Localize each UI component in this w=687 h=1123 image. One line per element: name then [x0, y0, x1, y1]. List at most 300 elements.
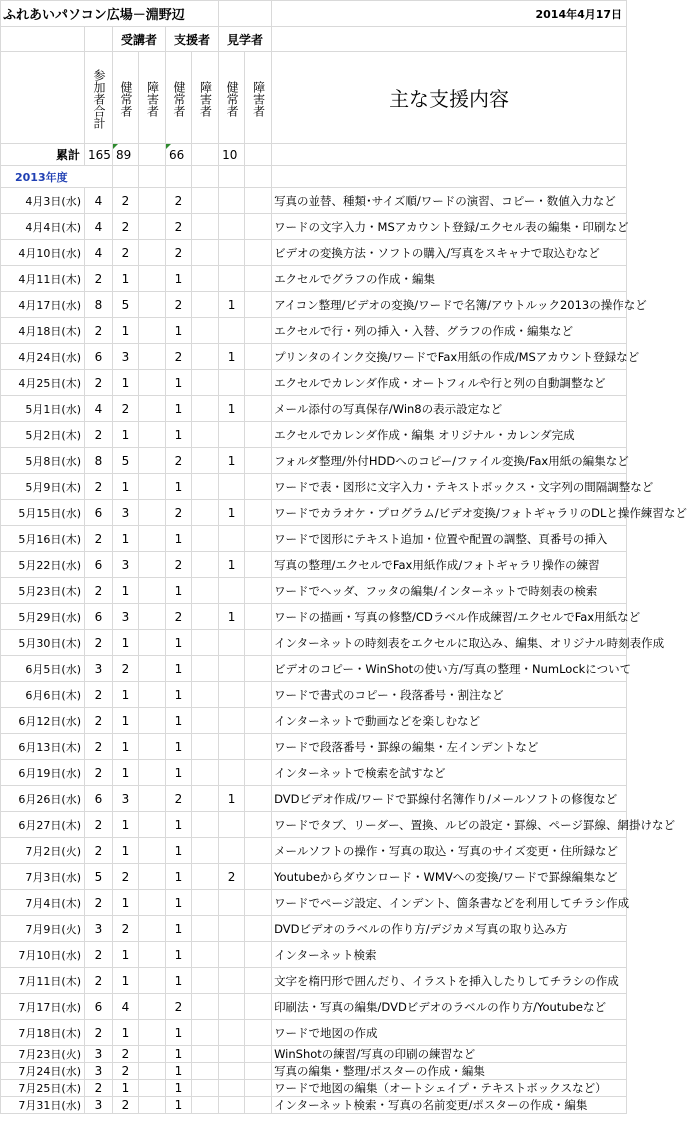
session-date: 4月4日(木) — [1, 214, 85, 240]
students-healthy: 1 — [113, 734, 139, 760]
observers-healthy — [219, 708, 245, 734]
participants-total: 2 — [85, 890, 113, 916]
table-row — [1, 370, 627, 396]
students-disabled — [139, 1080, 166, 1097]
support-healthy: 1 — [166, 422, 192, 448]
support-disabled — [192, 344, 219, 370]
support-disabled — [192, 318, 219, 344]
content-header: 主な支援内容 — [272, 52, 627, 144]
participants-total: 6 — [85, 552, 113, 578]
support-healthy: 2 — [166, 448, 192, 474]
students-disabled — [139, 1020, 166, 1046]
session-date: 5月23日(木) — [1, 578, 85, 604]
students-healthy: 1 — [113, 942, 139, 968]
participants-total: 2 — [85, 266, 113, 292]
group-observers-header: 見学者 — [219, 27, 272, 52]
students-disabled — [139, 1046, 166, 1063]
students-healthy: 2 — [113, 240, 139, 266]
observers-healthy — [219, 1097, 245, 1114]
observers-disabled — [245, 734, 272, 760]
table-row — [1, 188, 627, 214]
observers-healthy — [219, 1063, 245, 1080]
students-healthy: 1 — [113, 812, 139, 838]
observers-disabled — [245, 1063, 272, 1080]
support-healthy: 1 — [166, 396, 192, 422]
participants-total: 2 — [85, 734, 113, 760]
blank-cell — [272, 166, 627, 188]
session-date: 7月11日(木) — [1, 968, 85, 994]
support-healthy: 1 — [166, 656, 192, 682]
session-date: 5月15日(水) — [1, 500, 85, 526]
table-row — [1, 942, 627, 968]
support-disabled — [192, 760, 219, 786]
students-disabled — [139, 292, 166, 318]
students-healthy: 1 — [113, 708, 139, 734]
session-date: 5月16日(木) — [1, 526, 85, 552]
support-content: 写真の整理/エクセルでFax用紙作成/フォトギャラリ操作の練習 — [272, 552, 627, 578]
support-disabled — [192, 942, 219, 968]
students-healthy: 2 — [113, 656, 139, 682]
support-content: 写真の並替、種類･サイズ順/ワードの演習、コピー・数値入力など — [272, 188, 627, 214]
support-content: ワードでカラオケ・プログラム/ビデオ変換/フォトギャラリのDLと操作練習など — [272, 500, 627, 526]
support-healthy: 1 — [166, 838, 192, 864]
support-healthy: 1 — [166, 916, 192, 942]
support-disabled — [192, 786, 219, 812]
support-healthy: 2 — [166, 552, 192, 578]
support-disabled — [192, 370, 219, 396]
support-disabled — [192, 864, 219, 890]
participants-total: 2 — [85, 474, 113, 500]
support-healthy: 1 — [166, 968, 192, 994]
observers-healthy — [219, 734, 245, 760]
support-content: 印刷法・写真の編集/DVDビデオのラベルの作り方/Youtubeなど — [272, 994, 627, 1020]
support-healthy: 1 — [166, 630, 192, 656]
blank-cell — [272, 144, 627, 166]
observers-disabled — [245, 292, 272, 318]
support-content: ワードの描画・写真の修整/CDラベル作成練習/エクセルでFax用紙など — [272, 604, 627, 630]
support-disabled — [192, 1020, 219, 1046]
support-disabled — [192, 1080, 219, 1097]
sheet-title: ふれあいパソコン広場－淵野辺 — [1, 1, 219, 27]
support-content: ワードで図形にテキスト追加・位置や配置の調整、頁番号の挿入 — [272, 526, 627, 552]
students-healthy: 1 — [113, 526, 139, 552]
participants-total: 8 — [85, 448, 113, 474]
students-healthy: 5 — [113, 448, 139, 474]
students-healthy: 1 — [113, 1080, 139, 1097]
participants-total: 2 — [85, 838, 113, 864]
students-healthy: 3 — [113, 552, 139, 578]
observers-healthy: 1 — [219, 292, 245, 318]
support-content: ワードで段落番号・罫線の編集・左インデントなど — [272, 734, 627, 760]
participants-total: 2 — [85, 370, 113, 396]
support-healthy: 1 — [166, 682, 192, 708]
students-disabled — [139, 448, 166, 474]
participants-total: 3 — [85, 656, 113, 682]
support-content: ワードでタブ、リーダー、置換、ルビの設定・罫線、ページ罫線、網掛けなど — [272, 812, 627, 838]
observers-disabled — [245, 1080, 272, 1097]
observers-healthy: 1 — [219, 552, 245, 578]
students-disabled-header: 障害者 — [139, 52, 166, 144]
participants-total: 6 — [85, 344, 113, 370]
observers-healthy — [219, 266, 245, 292]
table-row — [1, 994, 627, 1020]
table-row — [1, 708, 627, 734]
observers-disabled — [245, 760, 272, 786]
observers-healthy: 1 — [219, 500, 245, 526]
participants-total: 6 — [85, 500, 113, 526]
students-disabled — [139, 864, 166, 890]
students-disabled — [139, 786, 166, 812]
participants-total: 8 — [85, 292, 113, 318]
students-healthy: 1 — [113, 370, 139, 396]
session-date: 4月11日(木) — [1, 266, 85, 292]
observers-healthy — [219, 422, 245, 448]
session-date: 5月30日(木) — [1, 630, 85, 656]
table-row — [1, 630, 627, 656]
blank-cell — [192, 166, 219, 188]
support-content: フォルダ整理/外付HDDへのコピー/ファイル変換/Fax用紙の編集など — [272, 448, 627, 474]
students-healthy: 1 — [113, 760, 139, 786]
support-disabled — [192, 994, 219, 1020]
students-healthy: 3 — [113, 604, 139, 630]
support-healthy: 1 — [166, 526, 192, 552]
students-healthy: 2 — [113, 214, 139, 240]
support-disabled — [192, 890, 219, 916]
support-content: ワードの文字入力・MSアカウント登録/エクセル表の編集・印刷など — [272, 214, 627, 240]
students-healthy: 1 — [113, 630, 139, 656]
support-healthy-header: 健常者 — [166, 52, 192, 144]
observers-healthy: 1 — [219, 396, 245, 422]
session-date: 7月2日(火) — [1, 838, 85, 864]
support-healthy: 1 — [166, 474, 192, 500]
students-disabled — [139, 552, 166, 578]
session-date: 5月9日(木) — [1, 474, 85, 500]
observers-healthy — [219, 1020, 245, 1046]
table-row — [1, 916, 627, 942]
observers-disabled — [245, 318, 272, 344]
students-healthy: 1 — [113, 838, 139, 864]
students-disabled — [139, 422, 166, 448]
observers-disabled — [245, 682, 272, 708]
support-disabled — [192, 422, 219, 448]
participants-total: 4 — [85, 240, 113, 266]
table-row — [1, 474, 627, 500]
students-healthy: 3 — [113, 500, 139, 526]
students-healthy: 4 — [113, 994, 139, 1020]
support-healthy: 2 — [166, 292, 192, 318]
students-disabled — [139, 318, 166, 344]
support-content: ワードで書式のコピー・段落番号・割注など — [272, 682, 627, 708]
observers-healthy — [219, 994, 245, 1020]
students-disabled — [139, 1063, 166, 1080]
group-support-header: 支援者 — [166, 27, 219, 52]
session-date: 7月9日(火) — [1, 916, 85, 942]
students-disabled — [139, 812, 166, 838]
observers-disabled — [245, 708, 272, 734]
observers-healthy — [219, 968, 245, 994]
participants-total: 3 — [85, 916, 113, 942]
support-healthy: 1 — [166, 1097, 192, 1114]
table-row — [1, 890, 627, 916]
observers-healthy — [219, 240, 245, 266]
table-row — [1, 266, 627, 292]
support-disabled — [192, 630, 219, 656]
support-disabled — [192, 1046, 219, 1063]
session-date: 4月25日(木) — [1, 370, 85, 396]
students-disabled — [139, 942, 166, 968]
table-row — [1, 786, 627, 812]
session-date: 5月2日(木) — [1, 422, 85, 448]
summary-total: 165 — [85, 144, 113, 166]
observers-healthy — [219, 760, 245, 786]
observers-healthy-header: 健常者 — [219, 52, 245, 144]
session-date: 7月10日(水) — [1, 942, 85, 968]
students-healthy: 2 — [113, 188, 139, 214]
blank-cell — [113, 166, 139, 188]
support-content: メールソフトの操作・写真の取込・写真のサイズ変更・住所録など — [272, 838, 627, 864]
support-disabled — [192, 240, 219, 266]
observers-disabled — [245, 214, 272, 240]
blank-cell — [139, 166, 166, 188]
observers-healthy — [219, 1046, 245, 1063]
students-disabled — [139, 656, 166, 682]
session-date: 7月25日(木) — [1, 1080, 85, 1097]
students-disabled — [139, 240, 166, 266]
support-disabled — [192, 968, 219, 994]
support-content: ビデオの変換方法・ソフトの購入/写真をスキャナで取込むなど — [272, 240, 627, 266]
students-healthy: 1 — [113, 682, 139, 708]
table-row — [1, 838, 627, 864]
session-date: 6月5日(水) — [1, 656, 85, 682]
support-healthy: 1 — [166, 708, 192, 734]
blank-cell — [1, 52, 85, 144]
support-content: アイコン整理/ビデオの変換/ワードで名簿/アウトルック2013の操作など — [272, 292, 627, 318]
table-row — [1, 1063, 627, 1080]
observers-disabled — [245, 344, 272, 370]
blank-cell — [245, 166, 272, 188]
observers-healthy — [219, 578, 245, 604]
observers-disabled — [245, 578, 272, 604]
students-disabled — [139, 396, 166, 422]
support-content: エクセルで行・列の挿入・入替、グラフの作成・編集など — [272, 318, 627, 344]
observers-healthy: 2 — [219, 864, 245, 890]
session-date: 7月3日(水) — [1, 864, 85, 890]
support-disabled — [192, 552, 219, 578]
support-healthy: 1 — [166, 812, 192, 838]
support-content: DVDビデオのラベルの作り方/デジカメ写真の取り込み方 — [272, 916, 627, 942]
session-date: 4月17日(水) — [1, 292, 85, 318]
students-healthy: 1 — [113, 578, 139, 604]
summary-observers-disabled — [245, 144, 272, 166]
table-row — [1, 292, 627, 318]
observers-healthy — [219, 682, 245, 708]
table-row — [1, 656, 627, 682]
observers-disabled — [245, 630, 272, 656]
observers-disabled-header: 障害者 — [245, 52, 272, 144]
students-disabled — [139, 526, 166, 552]
observers-disabled — [245, 604, 272, 630]
support-healthy: 1 — [166, 890, 192, 916]
support-healthy: 2 — [166, 604, 192, 630]
support-content: ワードで地図の作成 — [272, 1020, 627, 1046]
table-row — [1, 500, 627, 526]
blank-cell — [272, 27, 627, 52]
support-content: インターネットで検索を試すなど — [272, 760, 627, 786]
participants-total: 2 — [85, 708, 113, 734]
support-healthy: 1 — [166, 1020, 192, 1046]
session-date: 6月26日(水) — [1, 786, 85, 812]
support-healthy: 1 — [166, 1080, 192, 1097]
support-disabled — [192, 682, 219, 708]
support-content: ワードでページ設定、インデント、箇条書などを利用してチラシ作成 — [272, 890, 627, 916]
support-content: 写真の編集・整理/ポスターの作成・編集 — [272, 1063, 627, 1080]
support-disabled — [192, 448, 219, 474]
observers-healthy — [219, 630, 245, 656]
support-healthy: 1 — [166, 578, 192, 604]
students-disabled — [139, 890, 166, 916]
students-disabled — [139, 214, 166, 240]
table-row — [1, 734, 627, 760]
participants-total: 2 — [85, 1080, 113, 1097]
summary-label: 累計 — [1, 144, 85, 166]
table-row — [1, 552, 627, 578]
support-content: メール添付の写真保存/Win8の表示設定など — [272, 396, 627, 422]
observers-disabled — [245, 864, 272, 890]
observers-healthy — [219, 1080, 245, 1097]
observers-disabled — [245, 370, 272, 396]
support-disabled-header: 障害者 — [192, 52, 219, 144]
observers-disabled — [245, 968, 272, 994]
support-healthy: 1 — [166, 318, 192, 344]
table-row — [1, 396, 627, 422]
students-disabled — [139, 630, 166, 656]
observers-healthy: 1 — [219, 344, 245, 370]
participants-total: 2 — [85, 422, 113, 448]
report-date: 2014年4月17日 — [272, 1, 627, 27]
support-content: インターネット検索 — [272, 942, 627, 968]
students-healthy: 1 — [113, 266, 139, 292]
observers-disabled — [245, 266, 272, 292]
support-content: 文字を楕円形で囲んだり、イラストを挿入したりしてチラシの作成 — [272, 968, 627, 994]
session-date: 6月27日(木) — [1, 812, 85, 838]
table-row — [1, 812, 627, 838]
summary-support-healthy: 66 — [166, 144, 192, 166]
observers-healthy: 1 — [219, 604, 245, 630]
total-participants-header: 参加者合計 — [85, 52, 113, 144]
support-content: インターネットで動画などを楽しむなど — [272, 708, 627, 734]
support-disabled — [192, 812, 219, 838]
students-disabled — [139, 838, 166, 864]
participants-total: 6 — [85, 994, 113, 1020]
support-healthy: 1 — [166, 1046, 192, 1063]
session-date: 5月22日(水) — [1, 552, 85, 578]
students-healthy: 2 — [113, 916, 139, 942]
observers-healthy: 1 — [219, 448, 245, 474]
support-healthy: 2 — [166, 240, 192, 266]
table-row — [1, 1046, 627, 1063]
table-row — [1, 526, 627, 552]
blank-cell — [166, 166, 192, 188]
observers-disabled — [245, 890, 272, 916]
session-date: 4月18日(木) — [1, 318, 85, 344]
students-healthy: 3 — [113, 786, 139, 812]
table-row — [1, 604, 627, 630]
support-healthy: 1 — [166, 266, 192, 292]
support-disabled — [192, 734, 219, 760]
observers-disabled — [245, 240, 272, 266]
support-healthy: 2 — [166, 786, 192, 812]
support-healthy: 1 — [166, 370, 192, 396]
participants-total: 3 — [85, 1063, 113, 1080]
session-date: 5月29日(水) — [1, 604, 85, 630]
participants-total: 4 — [85, 214, 113, 240]
support-disabled — [192, 1063, 219, 1080]
session-date: 6月13日(木) — [1, 734, 85, 760]
observers-healthy — [219, 370, 245, 396]
students-disabled — [139, 578, 166, 604]
observers-disabled — [245, 396, 272, 422]
support-disabled — [192, 500, 219, 526]
support-disabled — [192, 188, 219, 214]
observers-healthy — [219, 188, 245, 214]
support-content: WinShotの練習/写真の印刷の練習など — [272, 1046, 627, 1063]
table-row — [1, 344, 627, 370]
support-disabled — [192, 292, 219, 318]
students-healthy: 1 — [113, 890, 139, 916]
students-healthy: 1 — [113, 474, 139, 500]
table-row — [1, 1097, 627, 1114]
table-row — [1, 422, 627, 448]
summary-students-disabled — [139, 144, 166, 166]
students-disabled — [139, 344, 166, 370]
students-disabled — [139, 994, 166, 1020]
summary-support-disabled — [192, 144, 219, 166]
participants-total: 2 — [85, 578, 113, 604]
observers-disabled — [245, 1046, 272, 1063]
students-healthy: 2 — [113, 1063, 139, 1080]
table-row — [1, 240, 627, 266]
table-row — [1, 1020, 627, 1046]
support-content: プリンタのインク交換/ワードでFax用紙の作成/MSアカウント登録など — [272, 344, 627, 370]
students-healthy: 5 — [113, 292, 139, 318]
observers-disabled — [245, 500, 272, 526]
observers-healthy — [219, 916, 245, 942]
blank-cell — [219, 1, 272, 27]
session-date: 7月31日(水) — [1, 1097, 85, 1114]
table-row — [1, 968, 627, 994]
students-healthy: 1 — [113, 318, 139, 344]
observers-healthy — [219, 214, 245, 240]
observers-healthy — [219, 942, 245, 968]
participants-total: 6 — [85, 786, 113, 812]
blank-cell — [85, 27, 113, 52]
observers-disabled — [245, 422, 272, 448]
support-healthy: 1 — [166, 942, 192, 968]
table-row — [1, 682, 627, 708]
observers-disabled — [245, 916, 272, 942]
table-row — [1, 864, 627, 890]
students-disabled — [139, 188, 166, 214]
support-content: インターネット検索・写真の名前変更/ポスターの作成・編集 — [272, 1097, 627, 1114]
session-date: 7月4日(木) — [1, 890, 85, 916]
students-disabled — [139, 968, 166, 994]
support-healthy: 2 — [166, 214, 192, 240]
participants-total: 2 — [85, 682, 113, 708]
students-disabled — [139, 1097, 166, 1114]
session-date: 4月24日(水) — [1, 344, 85, 370]
support-healthy: 1 — [166, 734, 192, 760]
participants-total: 5 — [85, 864, 113, 890]
